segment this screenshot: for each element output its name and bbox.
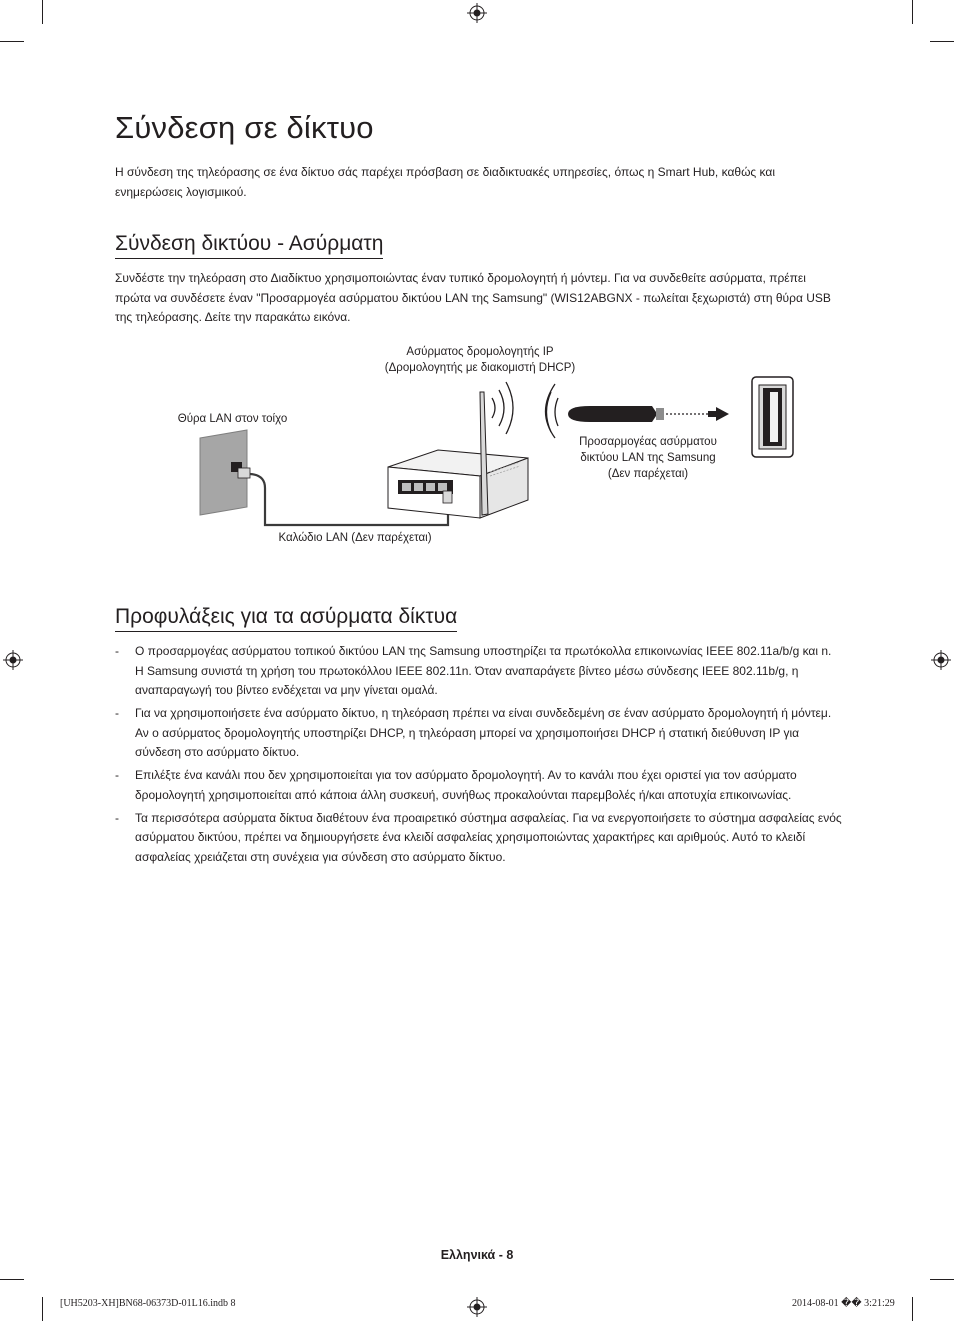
adapter-signal-icon <box>555 398 558 426</box>
crop-mark <box>912 1297 913 1321</box>
router-plug-icon <box>443 491 452 503</box>
adapter-usb-connector <box>656 408 664 420</box>
wireless-paragraph: Συνδέστε την τηλεόραση στο Διαδίκτυο χρησιμοποιώντας έναν τυπικό δρομολογητή ή μόντεμ. Για να συνδεθείτε ασύρματα, πρέπει πρώτα να συνδέσετε έναν "Προσαρμογέα ασύρματου δικτύου LAN της Samsung" (WIS12ABGNX - πωλείται ξεχωριστά) στη θύρα USB της τηλεόρασης. Δείτε την παρακάτω εικόνα. <box>115 271 831 324</box>
cable-label: Καλώδιο LAN (Δεν παρέχεται) <box>278 532 432 544</box>
list-item: - Για να χρησιμοποιήσετε ένα ασύρματο δίκτυο, η τηλεόραση πρέπει να είναι συνδεδεμένη σε έναν ασύρματο δρομολογητή ή μόντεμ. Αν ο ασύρματος δρομολογητής υποστηρίζει DHCP, η τηλεόραση μπορεί να χρησιμοποιήσει DHCP ή στατική διεύθυνση IP για σύνδεση στο ασύρματο δίκτυο. <box>115 706 832 759</box>
page-title: Σύνδεση σε δίκτυο <box>115 110 374 145</box>
list-item: - Επιλέξτε ένα κανάλι που δεν χρησιμοποιείται για τον ασύρματο δρομολογητή. Αν το κανάλι που έχει οριστεί για τον ασύρματο δρομολογητή χρησιμοποιείται από κάποια άλλη συσκευή, συνήθως προκαλούνται παρεμβολές ή/και αποτυχία επικοινωνίας. <box>115 768 797 802</box>
registration-mark-icon <box>3 650 23 670</box>
router-signal-icon <box>492 398 495 418</box>
network-diagram <box>190 370 810 535</box>
file-slug: [UH5203-XH]BN68-06373D-01L16.indb 8 <box>60 1298 236 1309</box>
router-antenna <box>480 392 488 515</box>
page-number: Ελληνικά - 8 <box>440 1248 514 1262</box>
crop-mark <box>0 41 24 42</box>
timestamp-slug: 2014-08-01 �� 3:21:29 <box>792 1298 895 1309</box>
registration-mark-icon <box>467 3 487 23</box>
lan-plug-icon <box>238 468 250 478</box>
crop-mark <box>42 0 43 24</box>
precautions-heading: Προφυλάξεις για τα ασύρματα δίκτυα <box>115 605 457 632</box>
wireless-heading: Σύνδεση δικτύου - Ασύρματη <box>115 232 383 259</box>
crop-mark <box>912 0 913 24</box>
registration-mark-icon <box>931 650 951 670</box>
crop-mark <box>42 1297 43 1321</box>
intro-paragraph: Η σύνδεση της τηλεόρασης σε ένα δίκτυο σάς παρέχει πρόσβαση σε διαδικτυακές υπηρεσίες, όπως η Smart Hub, καθώς και ενημερώσεις λογισμικού. <box>115 165 776 199</box>
list-item: - Τα περισσότερα ασύρματα δίκτυα διαθέτουν ένα προαιρετικό σύστημα ασφαλείας. Για να ενεργοποιήσετε το σύστημα ασφαλείας ενός ασύρματου δικτύου, πρέπει να δημιουργήσετε ένα κλειδί ασφαλείας χρησιμοποιώντας χαρακτήρες και αριθμούς. Αυτό το κλειδί ασφαλείας χρειάζεται στη συνέχεια για σύνδεση στο ασύρματο δίκτυο. <box>115 810 842 864</box>
crop-mark <box>0 1279 24 1280</box>
crop-mark <box>930 41 954 42</box>
wireless-lan-adapter <box>568 406 656 422</box>
precautions-list <box>115 642 842 871</box>
crop-mark <box>930 1279 954 1280</box>
adapter-label: Προσαρμογέας ασύρματου δικτύου LAN της Samsung (Δεν παρέχεται) <box>579 436 717 480</box>
list-item: - Ο προσαρμογέας ασύρματου τοπικού δικτύου LAN της Samsung υποστηρίζει τα πρωτόκολλα επικοινωνίας IEEE 802.11a/b/g και n. Η Samsung συνιστά τη χρήση του πρωτοκόλλου IEEE 802.11n. Όταν αναπαράγετε βίντεο μέσω σύνδεσης IEEE 802.11b/g, η αναπαραγωγή του βίντεο ενδέχεται να μην γίνεται ομαλά. <box>115 644 832 697</box>
wall-port-label: Θύρα LAN στον τοίχο <box>177 413 288 425</box>
registration-mark-icon <box>467 1297 487 1317</box>
router-label: Ασύρματος δρομολογητής IP (Δρομολογητής με διακομιστή DHCP) <box>384 346 576 374</box>
